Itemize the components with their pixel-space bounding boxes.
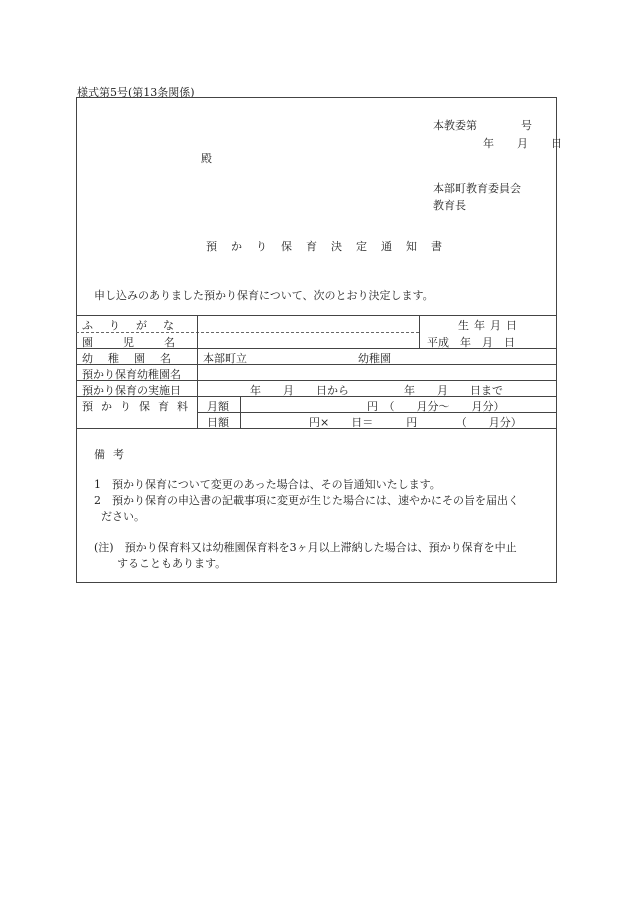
daily-value: 円× 日＝ 円 （ 月分） [309, 416, 522, 429]
note-item-2-line-1: 2 預かり保育の申込書の記載事項に変更が生じた場合には、速やかにその旨を届出く [94, 494, 519, 507]
kindergarten-prefix: 本部町立 [203, 352, 247, 365]
period-to: 年 月 日まで [404, 384, 503, 397]
care-kindergarten-label: 預かり保育幼稚園名 [82, 368, 181, 381]
document-title: 預かり保育決定通知書 [206, 240, 456, 253]
birth-label: 生年月日 [458, 319, 522, 332]
child-name-label: 園児名 [82, 336, 205, 349]
addressee-suffix: 殿 [201, 152, 212, 165]
doc-number: 本教委第 号 [433, 119, 532, 132]
label-column-rule [197, 315, 198, 428]
issuer-org: 本部町教育委員会 [433, 182, 521, 195]
issue-date: 年 月 日 [483, 137, 568, 150]
fee-label: 預かり保育料 [82, 400, 196, 413]
caution-line-2: することもあります。 [117, 557, 227, 570]
notes-heading: 備考 [94, 448, 132, 461]
form-id: 様式第5号(第13条関係) [77, 86, 195, 99]
monthly-label: 月額 [207, 400, 229, 413]
furigana-label: ふりがな [82, 319, 190, 332]
daily-label: 日額 [207, 416, 229, 429]
caution-line-1: (注) 預かり保育料又は幼稚園保育料を3ヶ月以上滞納した場合は、預かり保育を中止 [94, 541, 517, 554]
birth-era: 平成 年 月 日 [427, 336, 515, 349]
period-from: 年 月 日から [250, 384, 349, 397]
monthly-value: 円 （ 月分～ 月分） [367, 400, 505, 413]
table-top-rule [76, 315, 557, 316]
fee-sub-column-rule [240, 396, 241, 428]
kindergarten-suffix: 幼稚園 [358, 352, 391, 365]
intro-text: 申し込みのありました預かり保育について、次のとおり決定します。 [94, 289, 434, 302]
note-item-1: 1 預かり保育について変更のあった場合は、その旨通知いたします。 [94, 478, 441, 491]
note-item-2-line-2: ださい。 [101, 510, 145, 523]
kindergarten-label: 幼稚園名 [82, 352, 186, 365]
period-label: 預かり保育の実施日 [82, 384, 181, 397]
issuer-title: 教育長 [433, 199, 466, 212]
birth-column-rule [419, 315, 420, 348]
